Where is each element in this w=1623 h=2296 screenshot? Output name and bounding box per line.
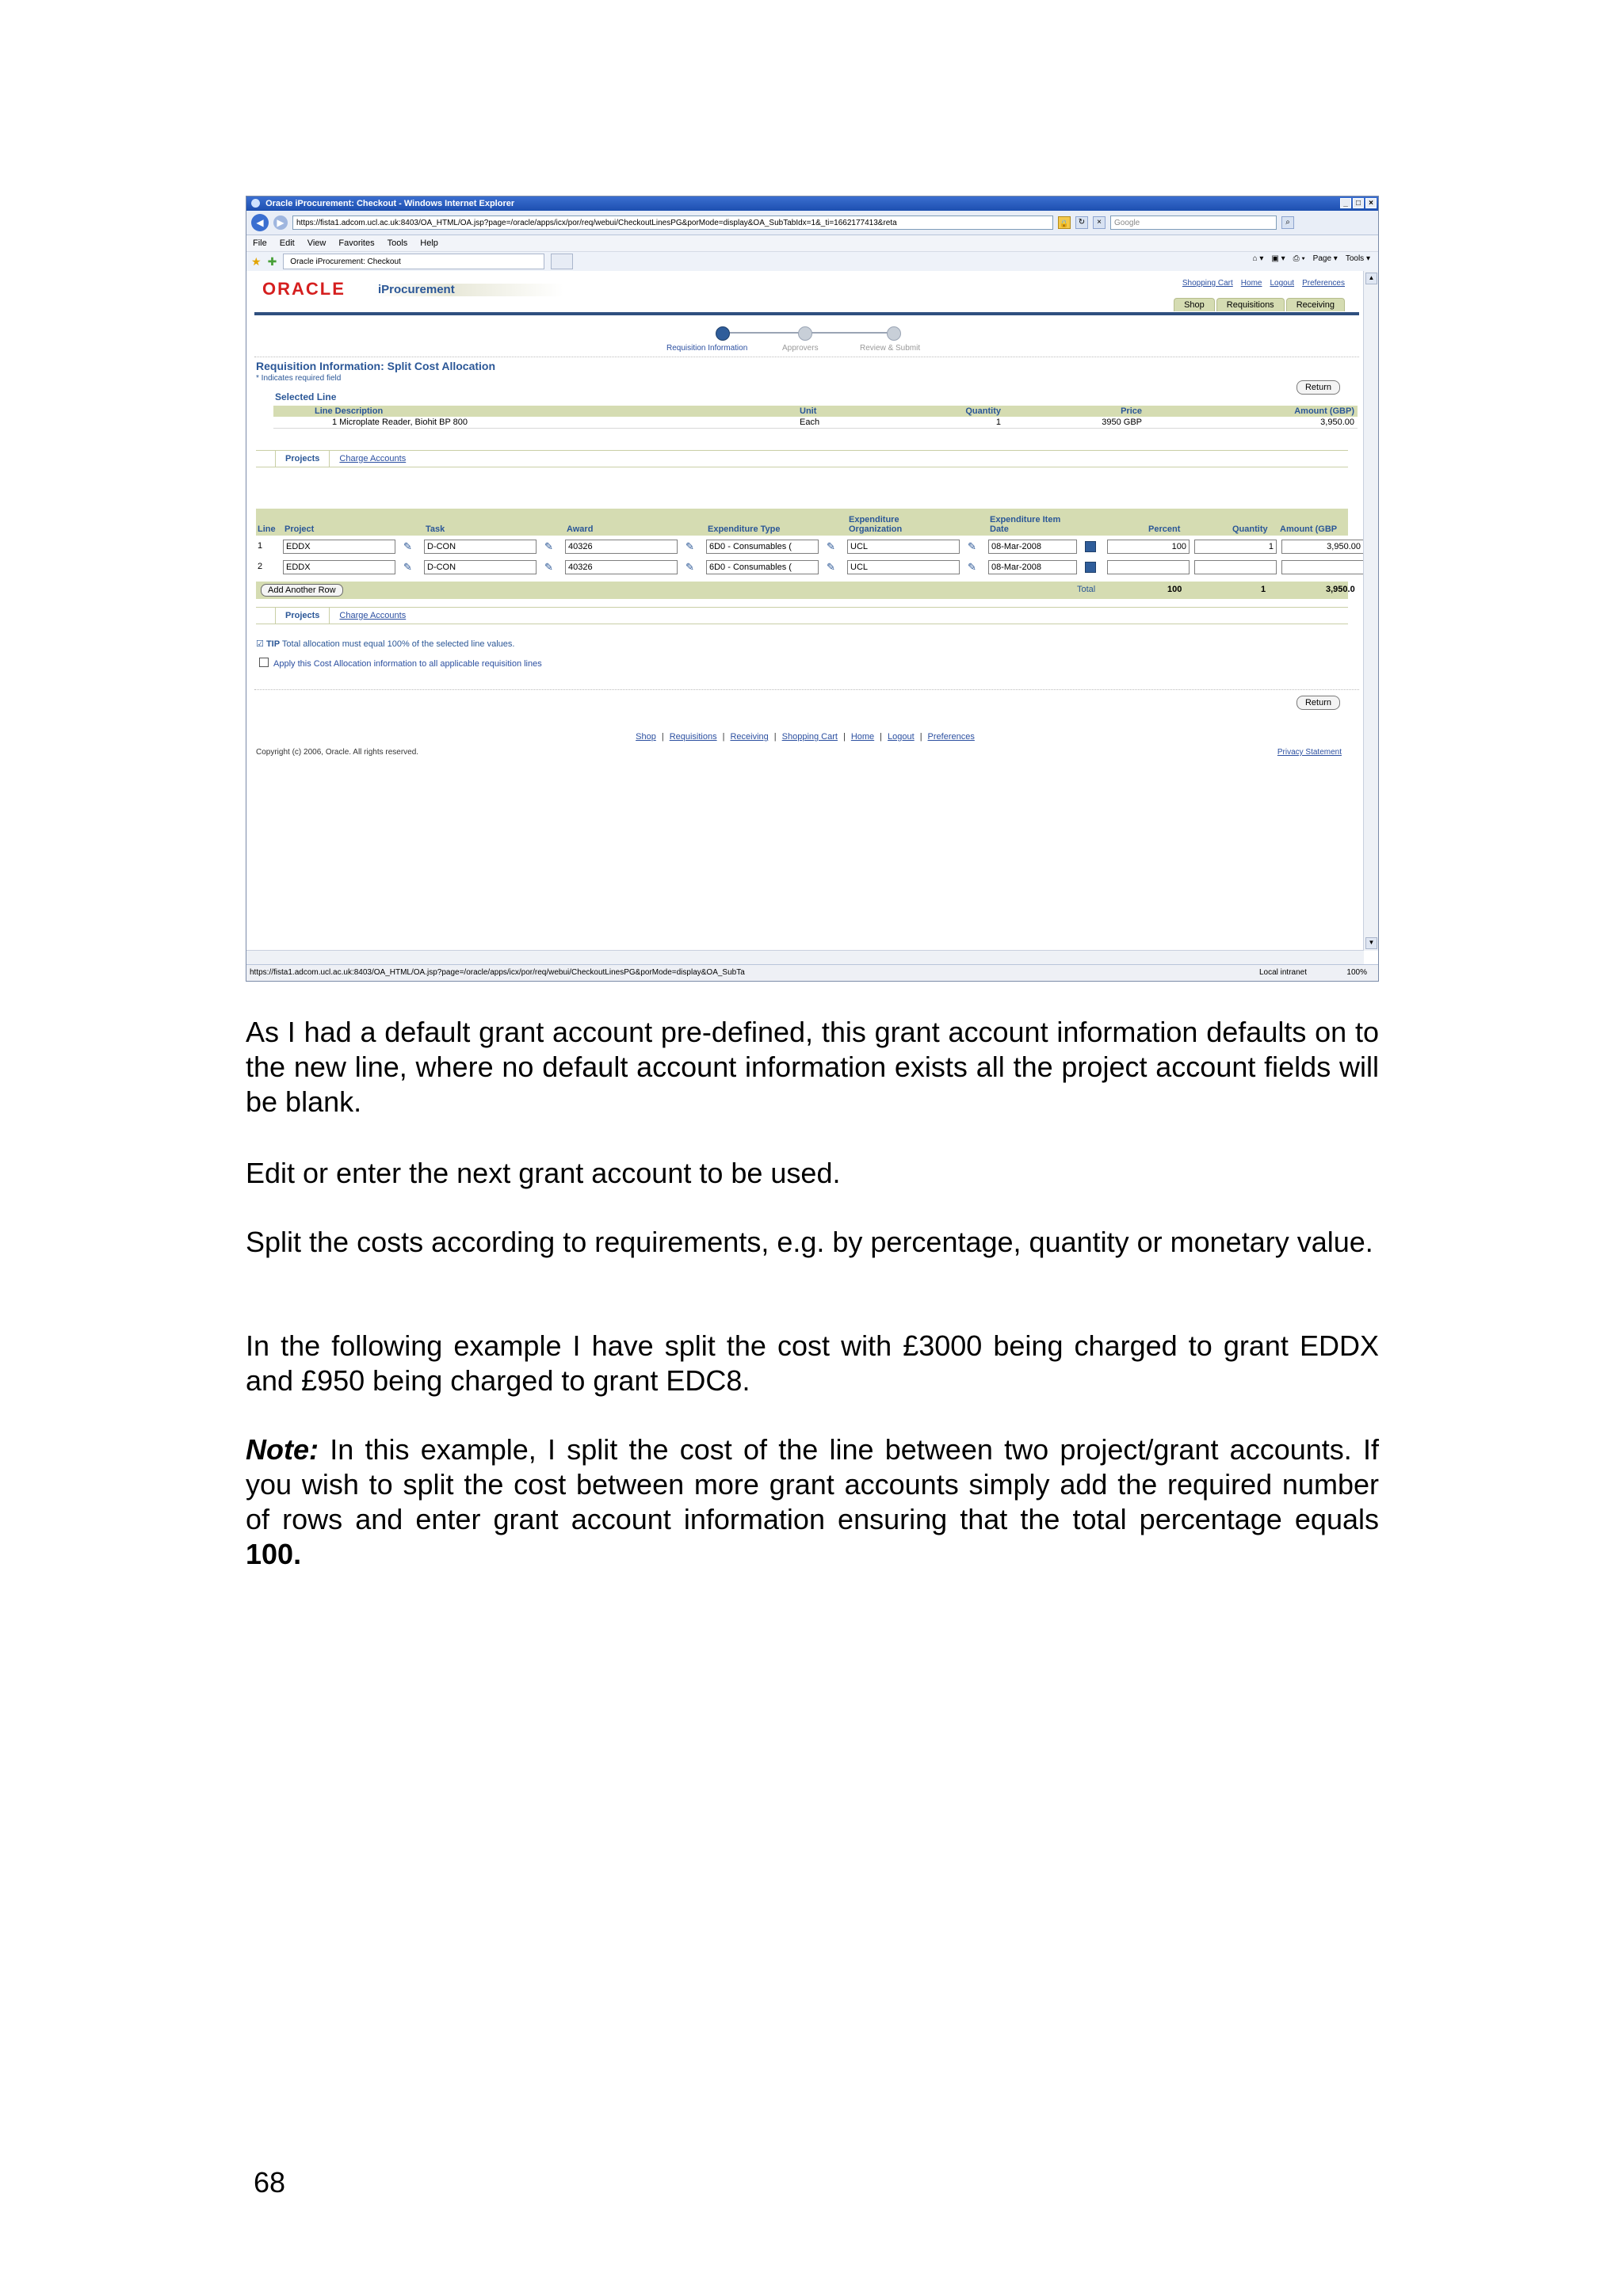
tab-receiving[interactable]: Receiving <box>1286 298 1345 311</box>
col-award: Award <box>567 524 594 534</box>
maximize-button[interactable]: □ <box>1353 198 1364 208</box>
flashlight-search-icon[interactable]: ✎ <box>685 540 694 552</box>
flashlight-search-icon[interactable]: ✎ <box>827 561 835 573</box>
tip-label: TIP <box>265 639 281 649</box>
tab-shop[interactable]: Shop <box>1174 298 1215 311</box>
minimize-button[interactable]: _ <box>1340 198 1351 208</box>
browser-screenshot <box>246 196 1379 982</box>
apply-all-label: Apply this Cost Allocation information to all applicable requisition lines <box>273 659 542 669</box>
required-note: * Indicates required field <box>256 374 342 383</box>
lock-icon[interactable]: 🔒 <box>1058 216 1071 229</box>
row-line-number: 2 <box>258 562 263 571</box>
return-button[interactable]: Return <box>1296 696 1340 710</box>
section-title: Requisition Information: Split Cost Allocation <box>256 360 496 372</box>
app-name: iProcurement <box>378 283 455 296</box>
flashlight-search-icon[interactable]: ✎ <box>403 561 412 573</box>
quantity-field[interactable]: 1 <box>1194 540 1277 554</box>
status-zoom[interactable]: 100% <box>1346 968 1367 977</box>
paragraph-default-account: As I had a default grant account pre-defined, this grant account information defaults on to the new line, where no default account information exists all the project account fields will be blank. <box>246 1016 1379 1118</box>
subtabs-top <box>256 450 1348 467</box>
favorites-star-icon[interactable]: ★ <box>251 254 262 268</box>
train-step-icon <box>798 326 812 341</box>
award-field[interactable]: 40326 <box>565 560 678 574</box>
flashlight-search-icon[interactable]: ✎ <box>685 561 694 573</box>
flashlight-search-icon[interactable]: ✎ <box>827 540 835 552</box>
status-bar <box>246 964 1378 981</box>
scroll-up-icon[interactable]: ▲ <box>1365 273 1377 284</box>
col-alloc-amount: Amount (GBP <box>1280 524 1338 534</box>
percent-field[interactable]: 100 <box>1107 540 1190 554</box>
apply-all-option <box>259 658 542 669</box>
col-line: Line <box>258 524 276 534</box>
tab-bar <box>246 252 1378 272</box>
total-quantity: 1 <box>1261 585 1266 594</box>
stop-icon[interactable]: × <box>1093 216 1106 229</box>
vertical-scrollbar[interactable] <box>1363 271 1378 951</box>
amount-field[interactable] <box>1281 560 1364 574</box>
percent-field[interactable] <box>1107 560 1190 574</box>
project-field[interactable]: EDDX <box>283 560 395 574</box>
privacy-statement-link[interactable]: Privacy Statement <box>1277 748 1342 757</box>
scroll-down-icon[interactable]: ▼ <box>1365 937 1377 949</box>
cell-quantity: 1 <box>879 417 1004 429</box>
footer-links: Shop | Requisitions | Receiving | Shopping Cart | Home | Logout | Preferences <box>636 732 975 742</box>
col-expenditure-type: Expenditure Type <box>708 524 781 534</box>
flashlight-search-icon[interactable]: ✎ <box>544 540 553 552</box>
total-percent: 100 <box>1167 585 1182 594</box>
link-logout[interactable]: Logout <box>1270 279 1295 288</box>
menu-tools[interactable]: Tools <box>387 238 408 248</box>
subtabs-bottom <box>256 607 1348 624</box>
add-another-row-button[interactable]: Add Another Row <box>261 584 343 597</box>
train-label-review-submit: Review & Submit <box>860 344 921 353</box>
row-line-number: 1 <box>258 541 263 551</box>
selected-line-table <box>273 406 1358 429</box>
train-step-icon <box>887 326 901 341</box>
feeds-icon[interactable]: ▣ ▾ <box>1271 254 1285 263</box>
menu-favorites[interactable]: Favorites <box>338 238 375 248</box>
allocation-header <box>256 509 1348 536</box>
footer-link-logout[interactable]: Logout <box>888 732 915 742</box>
ie-icon <box>251 199 260 208</box>
page-content <box>246 271 1364 951</box>
note-text: In this example, I split the cost of the line between two project/grant accounts. If you wish to split the cost between more grant accounts simply add the required number of rows and enter grant account information ensuring that the total percentage equals <box>246 1433 1379 1535</box>
menu-help[interactable]: Help <box>420 238 438 248</box>
oracle-logo: ORACLE <box>262 279 346 299</box>
back-icon[interactable]: ◀ <box>251 214 269 231</box>
tools-menu-label: Tools <box>1345 254 1365 263</box>
col-exp-org-line2: Organization <box>849 524 903 534</box>
paragraph-edit-next: Edit or enter the next grant account to be used. <box>246 1157 841 1189</box>
note-label: Note: <box>246 1433 319 1466</box>
tip-check-icon: ☑ <box>256 639 264 649</box>
allocation-row <box>256 558 1348 577</box>
footer-link-preferences[interactable]: Preferences <box>927 732 975 742</box>
col-line-description: Line Description <box>273 406 796 417</box>
expenditure-type-field[interactable]: 6D0 - Consumables ( <box>706 540 819 554</box>
col-price: Price <box>1004 406 1145 417</box>
cell-unit: Each <box>796 417 879 429</box>
tip-text <box>256 639 514 649</box>
col-task: Task <box>426 524 445 534</box>
link-preferences[interactable]: Preferences <box>1302 279 1345 288</box>
tools-menu[interactable]: Tools ▾ <box>1345 254 1370 263</box>
new-tab-button[interactable] <box>551 254 573 269</box>
col-project: Project <box>285 524 315 534</box>
home-icon[interactable]: ⌂ ▾ <box>1252 254 1264 263</box>
status-zone: Local intranet <box>1258 968 1307 977</box>
url-field[interactable]: https://fista1.adcom.ucl.ac.uk:8403/OA_HTML/OA.jsp?page=/oracle/apps/icx/por/req/webui/CheckoutLinesPG&porMode=display&OA_SubTabIdx=1&_ti=1662177413&reta <box>292 215 1053 230</box>
menu-file[interactable]: File <box>253 238 267 248</box>
page-menu-label: Page <box>1312 254 1332 263</box>
col-alloc-quantity: Quantity <box>1232 524 1268 534</box>
allocation-row <box>256 537 1361 556</box>
cell-price: 3950 GBP <box>1004 417 1145 429</box>
forward-icon[interactable]: ▶ <box>273 215 288 230</box>
horizontal-scrollbar[interactable] <box>246 950 1364 965</box>
browser-tab[interactable]: Oracle iProcurement: Checkout <box>283 254 544 269</box>
flashlight-search-icon[interactable]: ✎ <box>544 561 553 573</box>
train-label-approvers: Approvers <box>782 344 819 353</box>
global-tabs <box>1174 298 1345 311</box>
col-percent: Percent <box>1148 524 1181 534</box>
expenditure-type-field[interactable]: 6D0 - Consumables ( <box>706 560 819 574</box>
total-amount: 3,950.0 <box>1326 585 1355 594</box>
task-field[interactable]: D-CON <box>424 540 537 554</box>
subtab-charge-accounts[interactable]: Charge Accounts <box>339 454 407 463</box>
expenditure-org-field[interactable]: UCL <box>847 560 960 574</box>
menu-edit[interactable]: Edit <box>279 238 295 248</box>
print-icon[interactable]: ⎙ ▾ <box>1293 254 1305 263</box>
flashlight-search-icon[interactable]: ✎ <box>403 540 412 552</box>
quantity-field[interactable] <box>1194 560 1277 574</box>
calendar-icon[interactable] <box>1085 562 1096 573</box>
search-input[interactable]: Google <box>1110 215 1277 230</box>
col-exp-org-line1: Expenditure <box>849 515 899 524</box>
subtab-projects[interactable]: Projects <box>276 451 330 467</box>
task-field[interactable]: D-CON <box>424 560 537 574</box>
table-row <box>273 417 1358 429</box>
menu-bar <box>246 235 1378 252</box>
copyright: Copyright (c) 2006, Oracle. All rights reserved. <box>256 748 419 757</box>
page-number: 68 <box>254 2166 286 2199</box>
footer-link-receiving[interactable]: Receiving <box>730 732 769 742</box>
search-icon[interactable]: ⌕ <box>1281 216 1294 229</box>
flashlight-search-icon[interactable]: ✎ <box>968 561 976 573</box>
expenditure-date-field[interactable]: 08-Mar-2008 <box>988 540 1077 554</box>
refresh-icon[interactable]: ↻ <box>1075 216 1088 229</box>
subtab-projects[interactable]: Projects <box>276 608 330 624</box>
total-label: Total <box>1077 585 1096 594</box>
col-exp-date-line2: Date <box>990 524 1009 534</box>
total-row <box>256 582 1355 599</box>
col-quantity: Quantity <box>879 406 1004 417</box>
apply-all-checkbox[interactable] <box>259 658 269 667</box>
calendar-icon[interactable] <box>1085 541 1096 552</box>
tip-message: Total allocation must equal 100% of the selected line values. <box>281 639 515 649</box>
link-shopping-cart[interactable]: Shopping Cart <box>1182 279 1233 288</box>
flashlight-search-icon[interactable]: ✎ <box>968 540 976 552</box>
add-favorite-icon[interactable]: ✚ <box>267 254 277 268</box>
link-home[interactable]: Home <box>1240 279 1262 288</box>
page-menu[interactable]: Page ▾ <box>1312 254 1338 263</box>
menu-view[interactable]: View <box>307 238 327 248</box>
expenditure-org-field[interactable]: UCL <box>847 540 960 554</box>
footer-link-home[interactable]: Home <box>850 732 875 742</box>
col-exp-date-line1: Expenditure Item <box>990 515 1061 524</box>
col-unit: Unit <box>796 406 879 417</box>
col-amount: Amount (GBP) <box>1145 406 1358 417</box>
paragraph-example: In the following example I have split the cost with £3000 being charged to grant EDDX and £950 being charged to grant EDC8. <box>246 1329 1379 1397</box>
footer-link-shopping-cart[interactable]: Shopping Cart <box>781 732 838 742</box>
status-url: https://fista1.adcom.ucl.ac.uk:8403/OA_HTML/OA.jsp?page=/oracle/apps/icx/por/req/webui/CheckoutLinesPG&porMode=display&OA_SubTa <box>250 968 745 977</box>
subtab-charge-accounts[interactable]: Charge Accounts <box>339 611 407 620</box>
close-button[interactable]: × <box>1365 198 1377 208</box>
expenditure-date-field[interactable]: 08-Mar-2008 <box>988 560 1077 574</box>
selected-line-title: Selected Line <box>275 391 337 402</box>
progress-train <box>246 323 1364 355</box>
window-title: Oracle iProcurement: Checkout - Windows Internet Explorer <box>265 199 515 208</box>
return-button[interactable]: Return <box>1296 380 1340 395</box>
header-divider <box>254 312 1359 315</box>
cell-amount: 3,950.00 <box>1145 417 1358 429</box>
cell-description: 1 Microplate Reader, Biohit BP 800 <box>273 417 796 429</box>
train-step-current-icon <box>716 326 730 341</box>
footer-link-requisitions[interactable]: Requisitions <box>669 732 717 742</box>
tab-requisitions[interactable]: Requisitions <box>1216 298 1285 311</box>
award-field[interactable]: 40326 <box>565 540 678 554</box>
amount-field[interactable]: 3,950.00 <box>1281 540 1364 554</box>
note-bold-value: 100. <box>246 1538 302 1570</box>
paragraph-split-costs: Split the costs according to requirements, e.g. by percentage, quantity or monetary value. <box>246 1226 1373 1258</box>
window-titlebar <box>246 196 1378 211</box>
global-links <box>1182 279 1345 288</box>
train-label-requisition-info: Requisition Information <box>666 344 748 353</box>
paragraph-note <box>246 1432 1379 1572</box>
project-field[interactable]: EDDX <box>283 540 395 554</box>
address-bar <box>246 211 1378 235</box>
footer-link-shop[interactable]: Shop <box>636 732 656 742</box>
